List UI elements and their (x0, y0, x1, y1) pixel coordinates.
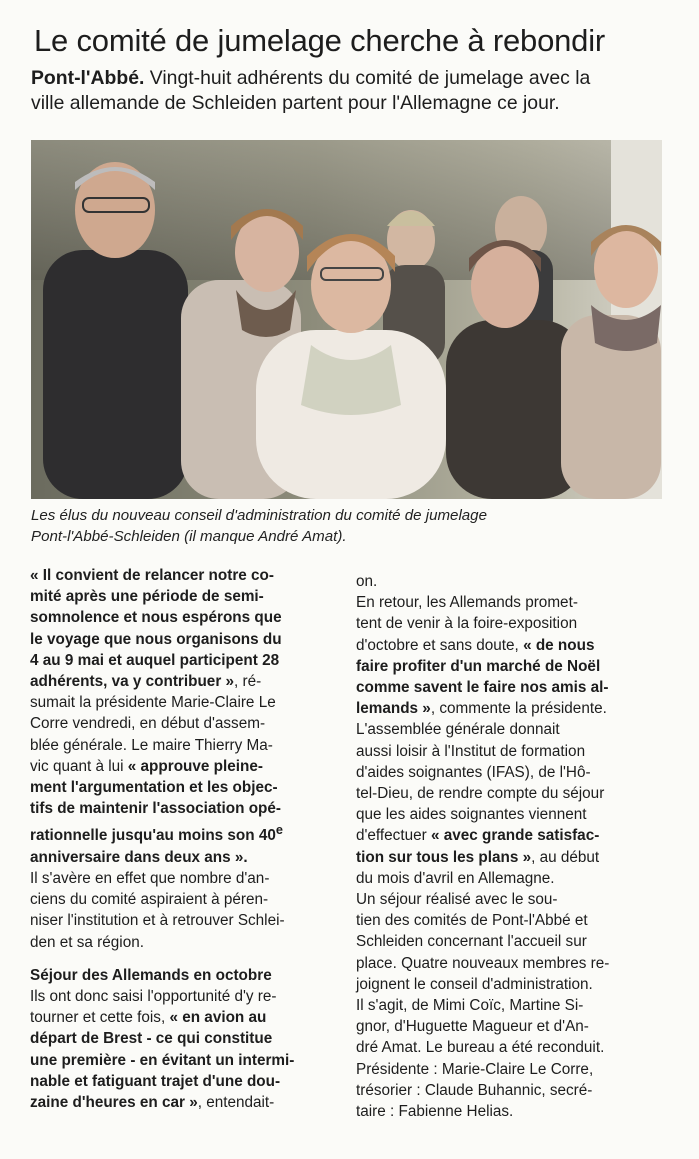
body-line: Schleiden concernant l'accueil sur (356, 933, 587, 951)
quote-fragment: zaine d'heures en car » (30, 1093, 198, 1111)
body-line (30, 671, 340, 692)
quote-fragment: « de nous (523, 636, 595, 654)
article-column-right (356, 571, 672, 1122)
body-line: Un séjour réalisé avec le sou- (356, 891, 558, 909)
quote-fragment: « en avion au (169, 1009, 267, 1027)
body-line: d'aides soignantes (IFAS), de l'Hô- (356, 763, 591, 781)
quote-fragment: tion sur tous les plans » (356, 848, 532, 866)
body-line: départ de Brest - ce qui constitue (30, 1030, 273, 1048)
body-line: du mois d'avril en Allemagne. (356, 869, 555, 887)
body-line: nable et fatiguant trajet d'une dou- (30, 1072, 281, 1090)
text-fragment: , au début (531, 848, 600, 866)
text-fragment: d'octobre et sans doute, (356, 636, 524, 654)
text-fragment: , entendait- (197, 1093, 275, 1111)
body-line: ment l'argumentation et les objec- (30, 779, 278, 797)
standfirst (31, 66, 671, 116)
body-line: tel-Dieu, de rendre compte du séjour (356, 785, 605, 803)
body-line (356, 825, 672, 846)
caption-line-2: Pont-l'Abbé-Schleiden (il manque André Amat). (31, 528, 347, 545)
body-line: Il s'agit, de Mimi Coïc, Martine Si- (356, 997, 584, 1015)
standfirst-line-1 (31, 66, 671, 91)
body-line: somnolence et nous espérons que (30, 609, 282, 627)
body-line: blée générale. Le maire Thierry Ma- (30, 736, 273, 754)
body-line: ciens du comité aspiraient à péren- (30, 891, 269, 909)
body-line: joignent le conseil d'administration. (356, 975, 593, 993)
body-line: faire profiter d'un marché de Noël (356, 657, 601, 675)
body-line: « Il convient de relancer notre co- (30, 567, 274, 584)
group-photo-illustration (31, 140, 662, 499)
body-line: on. (356, 573, 378, 590)
body-line (356, 698, 672, 719)
body-line (30, 819, 340, 846)
paragraph-gap (30, 953, 340, 965)
quote-fragment: « avec grande satisfac- (430, 827, 600, 845)
body-line: aussi loisir à l'Institut de formation (356, 742, 586, 760)
body-line: 4 au 9 mai et auquel participent 28 (30, 651, 280, 669)
body-line: dré Amat. Le bureau a été reconduit. (356, 1039, 605, 1057)
text-fragment: vic quant à lui (30, 757, 128, 775)
text-fragment: , commente la présidente. (430, 700, 607, 718)
superscript: e (275, 822, 283, 838)
quote-fragment: lemands » (356, 700, 431, 718)
body-line (356, 847, 672, 868)
body-line: sumait la présidente Marie-Claire Le (30, 694, 276, 712)
body-line (30, 756, 340, 777)
body-line: que les aides soignantes viennent (356, 806, 587, 824)
body-line: anniversaire dans deux ans ». (30, 848, 248, 866)
article-column-left (30, 565, 340, 1113)
text-fragment: tourner et cette fois, (30, 1009, 170, 1027)
text-fragment: d'effectuer (356, 827, 431, 845)
body-line: Présidente : Marie-Claire Le Corre, (356, 1060, 594, 1078)
body-line (30, 1092, 340, 1113)
body-line: gnor, d'Huguette Magueur et d'An- (356, 1018, 589, 1036)
body-line: Ils ont donc saisi l'opportunité d'y re- (30, 987, 277, 1005)
body-line (30, 1007, 340, 1028)
body-line: Corre vendredi, en début d'assem- (30, 715, 266, 733)
body-line: den et sa région. (30, 933, 144, 951)
quote-fragment: « approuve pleine- (127, 757, 263, 775)
text-fragment: rationnelle jusqu'au moins son 40 (30, 827, 276, 845)
body-line: tent de venir à la foire-exposition (356, 615, 578, 633)
body-line: L'assemblée générale donnait (356, 721, 560, 739)
body-line: mité après une période de semi- (30, 588, 264, 606)
caption-line-1: Les élus du nouveau conseil d'administration du comité de jumelage (31, 507, 487, 524)
body-line: taire : Fabienne Helias. (356, 1103, 514, 1121)
body-line: En retour, les Allemands promet- (356, 594, 578, 612)
body-line: place. Quatre nouveaux membres re- (356, 954, 610, 972)
body-line: comme savent le faire nos amis al- (356, 679, 609, 697)
headline: Le comité de jumelage cherche à rebondir (34, 23, 606, 58)
standfirst-text-1: Vingt-huit adhérents du comité de jumelage avec la (144, 67, 591, 89)
body-line: Il s'avère en effet que nombre d'an- (30, 869, 270, 887)
group-photo (31, 140, 662, 499)
body-line: une première - en évitant un intermi- (30, 1051, 295, 1069)
body-line: le voyage que nous organisons du (30, 630, 282, 648)
text-fragment: , ré- (234, 673, 262, 691)
body-line (356, 635, 672, 656)
body-line: tien des comités de Pont-l'Abbé et (356, 912, 588, 930)
body-line: niser l'institution et à retrouver Schlei- (30, 912, 285, 930)
dateline-place: Pont-l'Abbé. (31, 67, 145, 89)
quote-fragment: adhérents, va y contribuer » (30, 673, 235, 691)
standfirst-line-2: ville allemande de Schleiden partent pour l'Allemagne ce jour. (31, 92, 560, 114)
photo-caption (31, 505, 671, 547)
body-line: tifs de maintenir l'association opé- (30, 800, 281, 818)
section-subheading: Séjour des Allemands en octobre (30, 966, 272, 984)
body-line: trésorier : Claude Buhannic, secré- (356, 1081, 593, 1099)
